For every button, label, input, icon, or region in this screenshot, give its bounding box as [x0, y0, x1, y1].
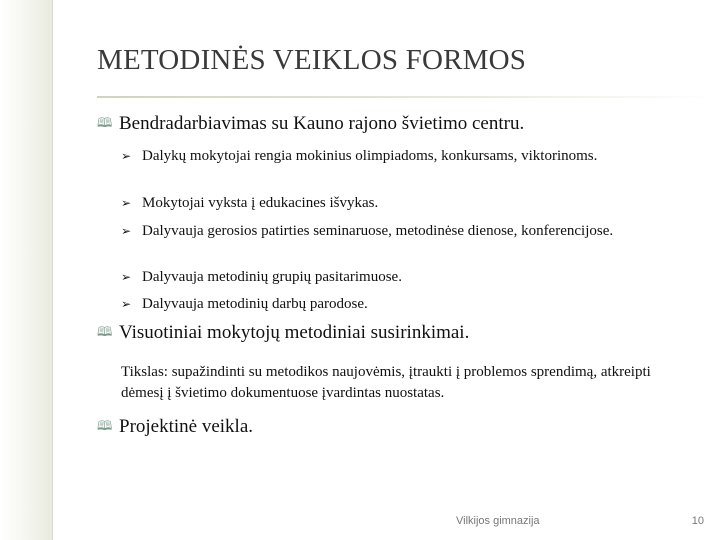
section-heading-projects	[97, 416, 253, 439]
list-item	[121, 268, 673, 287]
section-heading-text: Visuotiniai mokytojų metodiniai susirinkimai.	[119, 322, 470, 343]
goal-paragraph: Tikslas: supažindinti su metodikos naujovėmis, įtraukti į problemos sprendimą, atkreipti dėmesį į švietimo dokumentuose įvardintas nuostatas.	[121, 364, 651, 401]
decorative-left-band	[0, 0, 52, 540]
section-heading-text: Projektinė veikla.	[119, 416, 254, 437]
page-number: 10	[691, 515, 704, 527]
slide-title: METODINĖS VEIKLOS FORMOS	[97, 44, 527, 76]
arrow-bullet-icon: ➢	[121, 224, 132, 238]
arrow-bullet-icon: ➢	[121, 270, 132, 284]
section-heading-meetings	[97, 322, 469, 345]
list-item-text: Mokytojai vyksta į edukacines išvykas.	[142, 195, 379, 211]
list-item-text: Dalyvauja gerosios patirties seminaruose, metodinėse dienose, konferencijose.	[142, 223, 614, 239]
arrow-bullet-icon: ➢	[121, 196, 132, 210]
list-item	[121, 222, 673, 241]
book-icon: 🕮	[97, 418, 113, 433]
list-item-text: Dalyvauja metodinių grupių pasitarimuose.	[142, 269, 402, 285]
list-item	[121, 295, 673, 314]
list-item	[121, 194, 673, 213]
book-icon: 🕮	[97, 324, 113, 339]
arrow-bullet-icon: ➢	[121, 149, 132, 163]
arrow-bullet-icon: ➢	[121, 297, 132, 311]
section-heading-text: Bendradarbiavimas su Kauno rajono švietimo centru.	[119, 113, 525, 134]
list-item	[121, 147, 673, 166]
title-separator	[97, 96, 720, 98]
footer-text: Vilkijos gimnazija	[456, 515, 540, 527]
list-item-text: Dalykų mokytojai rengia mokinius olimpiadoms, konkursams, viktorinoms.	[142, 148, 598, 164]
book-icon: 🕮	[97, 115, 113, 130]
decorative-divider-line	[52, 0, 53, 540]
list-item-text: Dalyvauja metodinių darbų parodose.	[142, 296, 368, 312]
section-heading-cooperation	[97, 113, 524, 136]
